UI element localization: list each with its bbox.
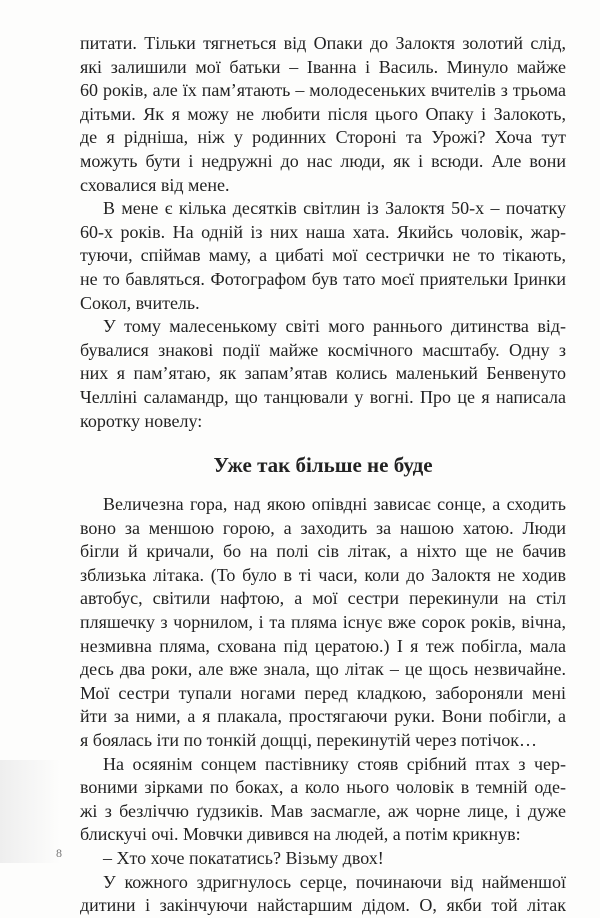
text-line: На осяянім сонцем пастівнику стояв срібний птах з чер- <box>103 753 566 774</box>
text-line: В мене є кілька десятків світлин із Залоктя 50-х – початку <box>103 198 566 219</box>
text-line: воно за меншою горою, а заходить за нашою хатою. Люди <box>80 517 566 538</box>
text-line: бувалися знакові події майже космічного масштабу. Одну з <box>80 339 566 360</box>
text-line: дітьми. Як я можу не любити після цього Опаку і Залокоть, <box>80 103 566 124</box>
text-line: десь два роки, але вже знала, що літак – це щось незвичайне. <box>80 659 566 680</box>
text-line: У тому малесенькому світі мого раннього дитинства від- <box>103 316 566 337</box>
text-line: які залишили мої батьки – Іванна і Василь. Минуло майже <box>80 56 566 77</box>
text-line: блискучі очі. Мовчки дивився на людей, а потім крикнув: <box>80 824 521 845</box>
text-line: Челліні саламандр, що танцювали у вогні. Про це я написала <box>80 386 566 407</box>
text-line: коротку новелу: <box>80 410 203 431</box>
text-line: зблизька літака. (То було в ті часи, коли до Залоктя не ходив <box>80 564 566 585</box>
text-line: я боялась іти по тонкій дощці, перекинутій через потічок… <box>80 730 538 751</box>
text-line: незмивна пляма, схована під цератою.) І я теж побігла, мала <box>80 635 566 656</box>
text-line: бігли й кричали, бо на полі сів літак, а ніхто ще не бачив <box>80 541 566 562</box>
story-title: Уже так більше не буде <box>213 453 433 478</box>
text-line: них я пам’ятаю, як запам’ятав колись маленький Бенвенуто <box>80 363 566 384</box>
intro-text <box>80 32 566 433</box>
text-line: туючи, спіймав маму, а цибаті мої сестрички не то тікають, <box>80 245 566 266</box>
text-line: питати. Тільки тягнеться від Опаки до Залоктя золотий слід, <box>80 33 566 53</box>
text-line: – Хто хоче покататись? Візьму двох! <box>103 848 384 868</box>
text-line: воними зірками по боках, а коло нього чоловік в темній оде- <box>80 777 566 798</box>
text-line: 60 років, але їх пам’ятають – молодесеньких вчителів з трьома <box>80 80 566 101</box>
text-line: дитини і закінчуючи найстаршим дідом. О, якби той літак <box>80 895 566 916</box>
text-line: У кожного здригнулось серце, починаючи від найменшої <box>103 871 566 892</box>
text-line: Сокол, вчитель. <box>80 292 200 313</box>
story-text <box>80 493 566 918</box>
text-line: жі з безліччю ґудзиків. Мав засмагле, аж чорне лице, і дуже <box>80 800 566 821</box>
text-line: автобус, світили нафтою, а мої сестри перекинули на стіл <box>80 588 566 609</box>
text-line: де я рідніша, ніж у родинних Стороні та Урожі? Хоча тут <box>80 127 566 148</box>
text-line: Мої сестри тупали ногами перед кладкою, забороняли мені <box>80 682 566 703</box>
text-line: 60-х років. На одній із них наша хата. Якийсь чоловік, жар- <box>80 221 566 242</box>
text-line: пляшечку з чорнилом, і та пляма існує вже сорок років, вічна, <box>80 612 566 633</box>
text-line: сховалися від мене. <box>80 174 230 195</box>
text-line: не то бавляться. Фотографом був тато моєї приятельки Іринки <box>80 268 566 289</box>
scan-shadow <box>0 760 60 863</box>
book-page <box>80 32 566 918</box>
text-line: Величезна гора, над якою опівдні зависає сонце, а сходить <box>103 494 566 515</box>
page-number: 8 <box>56 846 62 860</box>
text-line: можуть бути і недружні до нас люди, як і всюди. Але вони <box>80 150 566 171</box>
text-line: йти за ними, а я плакала, простягаючи руки. Вони побігли, а <box>80 706 566 727</box>
